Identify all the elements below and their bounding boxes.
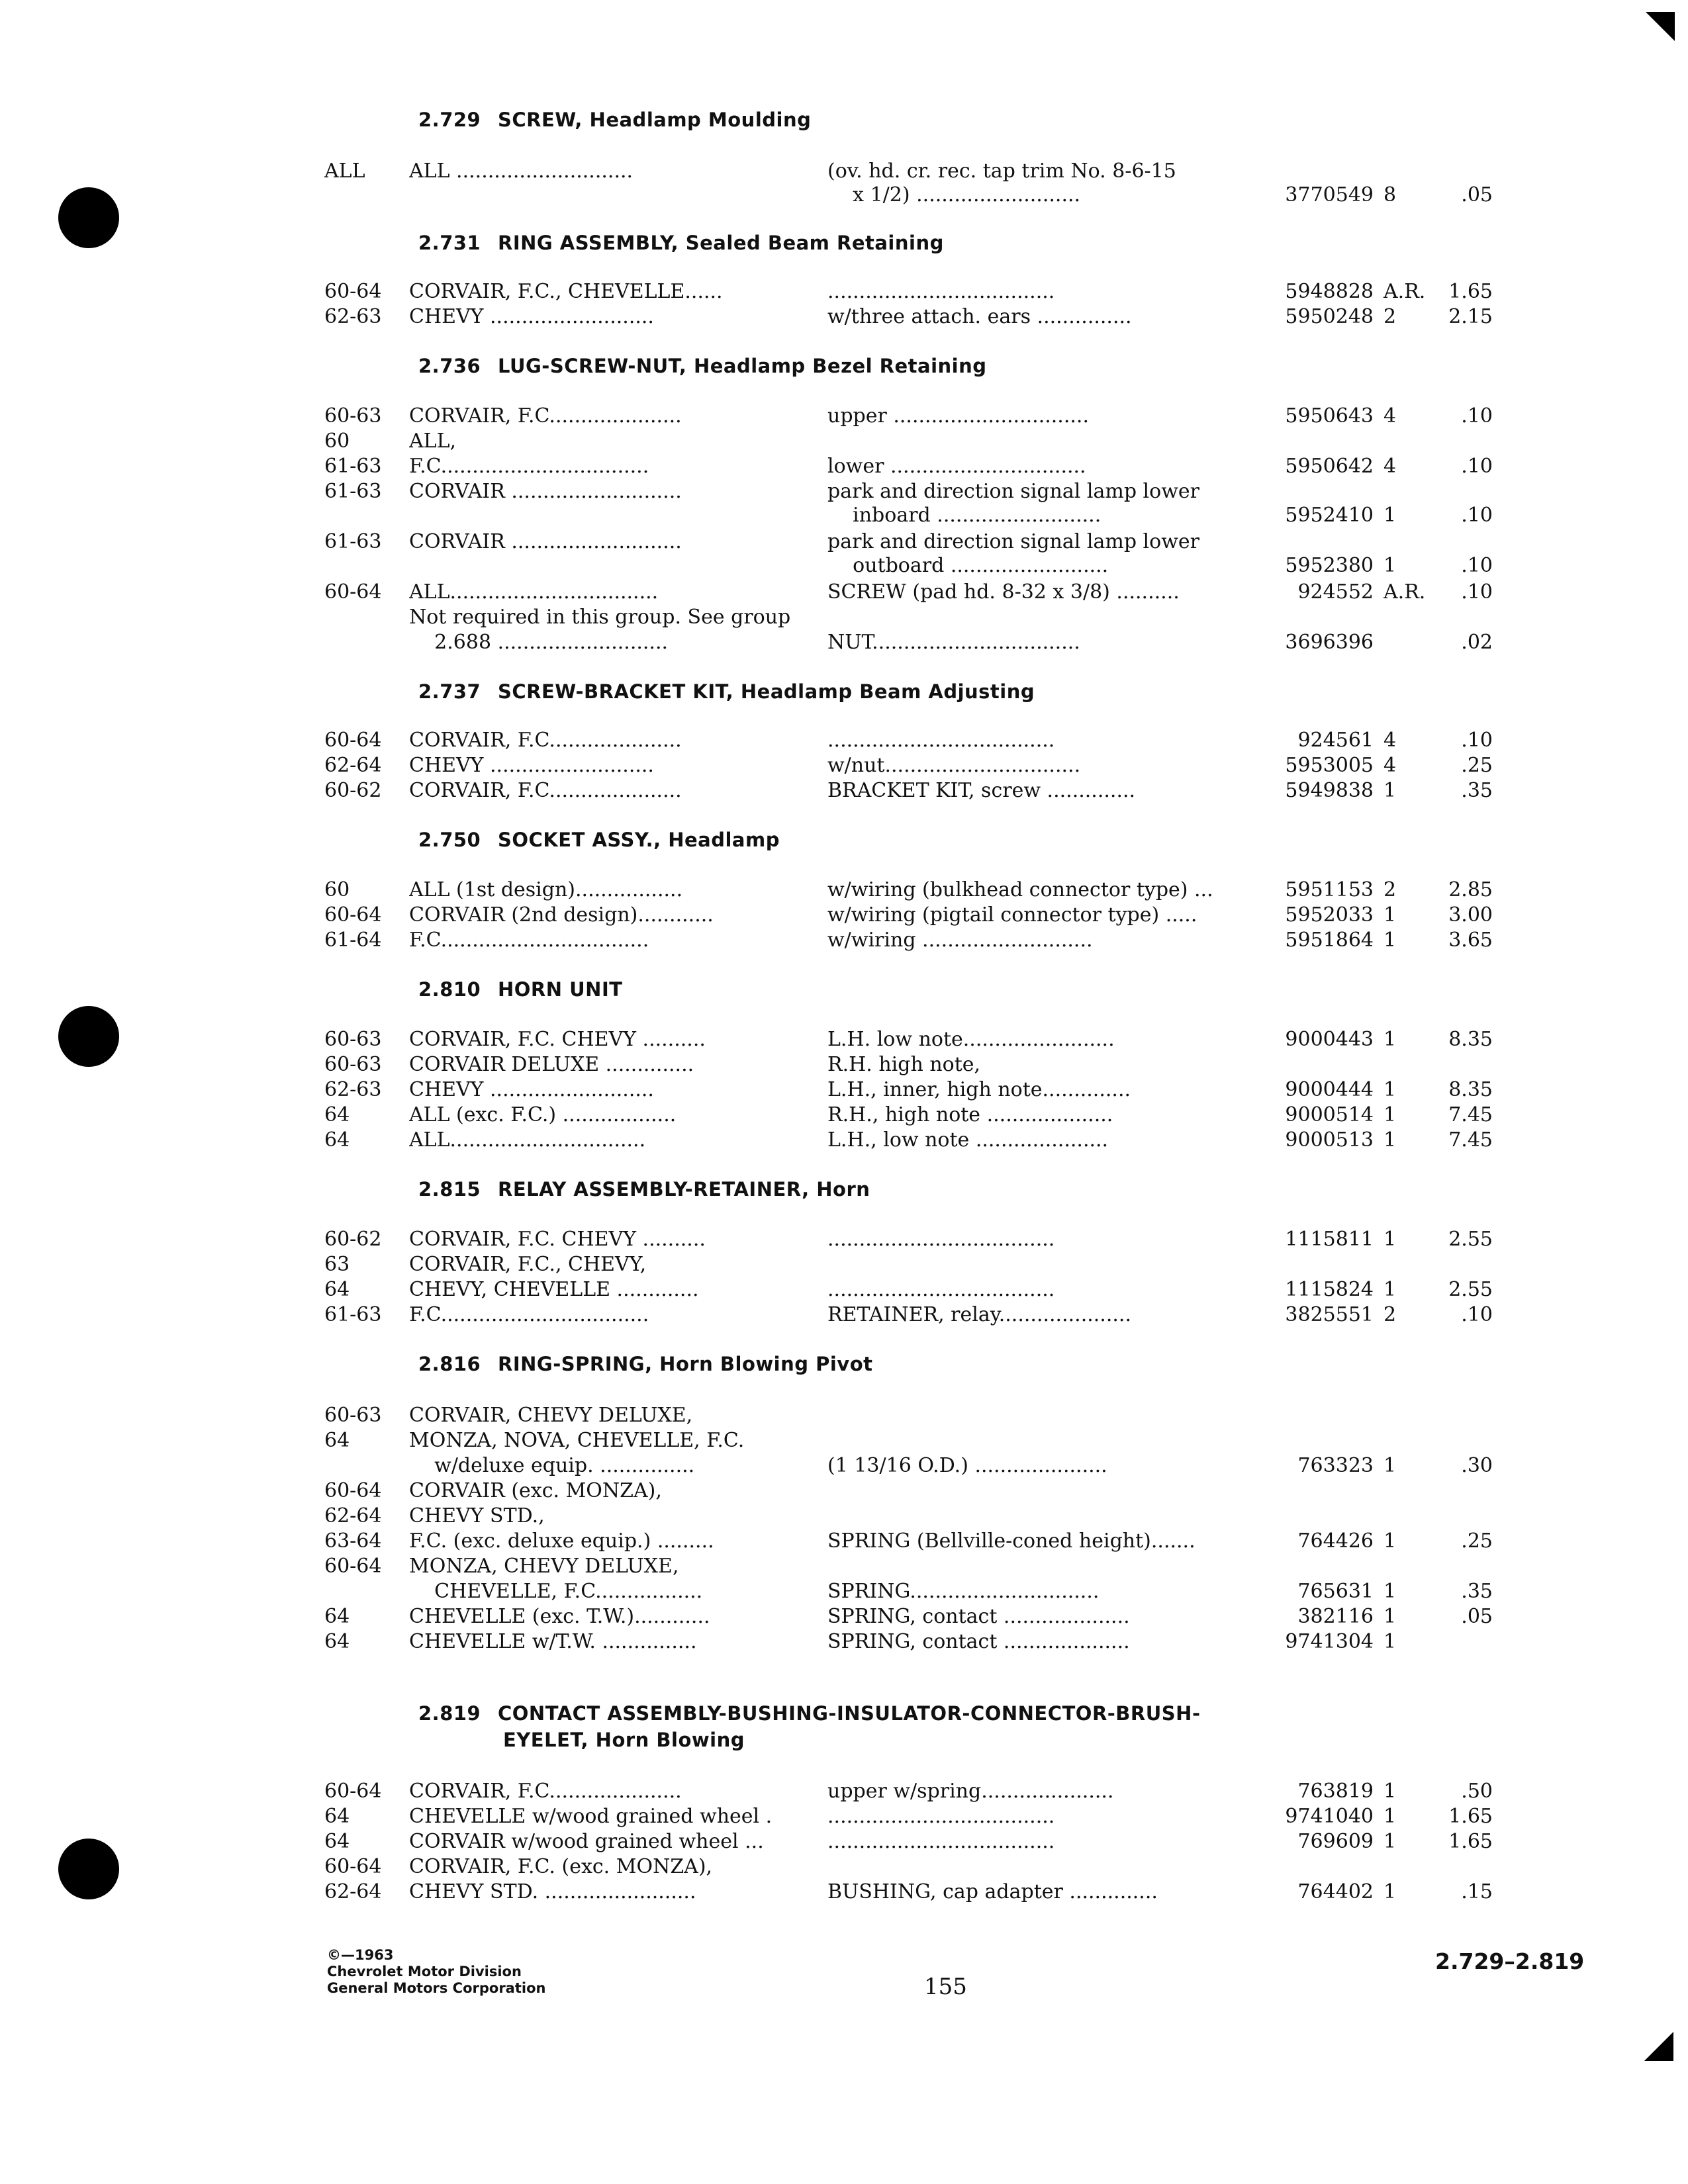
model-application: ALL (1st design)................. bbox=[409, 878, 683, 901]
quantity: 1 bbox=[1383, 504, 1397, 527]
model-application: CORVAIR ........................... bbox=[409, 530, 682, 553]
quantity: 1 bbox=[1383, 1880, 1397, 1903]
price: .05 bbox=[1461, 183, 1493, 206]
parts-row bbox=[0, 1479, 1688, 1504]
year-range: 60-63 bbox=[324, 1053, 382, 1076]
model-application: 2.688 ........................... bbox=[409, 631, 669, 654]
model-application: ALL............................... bbox=[409, 1128, 646, 1152]
part-number: 764426 bbox=[1297, 1529, 1374, 1553]
model-application: CORVAIR, F.C., CHEVY, bbox=[409, 1253, 647, 1276]
part-number: 5950642 bbox=[1285, 455, 1374, 478]
part-number: 3696396 bbox=[1285, 631, 1374, 654]
parts-row bbox=[0, 1604, 1688, 1629]
year-range: 63-64 bbox=[324, 1529, 382, 1553]
year-range: 61-63 bbox=[324, 455, 382, 478]
price: .10 bbox=[1461, 455, 1493, 478]
model-application: ALL, bbox=[409, 430, 457, 453]
year-range: 64 bbox=[324, 1605, 350, 1628]
part-description: .................................... bbox=[827, 1830, 1055, 1853]
part-description: SPRING (Bellville-coned height)....... bbox=[827, 1529, 1196, 1553]
model-application: CHEVELLE w/T.W. ............... bbox=[409, 1630, 697, 1653]
parts-row bbox=[0, 1880, 1688, 1905]
year-range: 60 bbox=[324, 430, 350, 453]
part-number: 3770549 bbox=[1285, 183, 1374, 206]
part-description: NUT................................. bbox=[827, 631, 1080, 654]
price: 2.55 bbox=[1448, 1228, 1493, 1251]
part-number: 5951153 bbox=[1285, 878, 1374, 901]
parts-row bbox=[0, 903, 1688, 928]
model-application: F.C................................. bbox=[409, 929, 649, 952]
copyright: ©—1963 bbox=[327, 1947, 394, 1963]
section-heading bbox=[418, 1702, 1201, 1751]
price: .25 bbox=[1461, 1529, 1493, 1553]
quantity: 1 bbox=[1383, 1078, 1397, 1101]
year-range: 64 bbox=[324, 1830, 350, 1853]
quantity: 2 bbox=[1383, 878, 1397, 901]
parts-row bbox=[0, 1077, 1688, 1103]
year-range: 62-64 bbox=[324, 1504, 382, 1527]
part-description: L.H., low note ..................... bbox=[827, 1128, 1109, 1152]
price: 2.85 bbox=[1448, 878, 1493, 901]
section-heading bbox=[418, 1178, 870, 1201]
part-number: 5953005 bbox=[1285, 754, 1374, 777]
part-description: w/three attach. ears ............... bbox=[827, 305, 1132, 328]
parts-row bbox=[0, 778, 1688, 803]
parts-row bbox=[0, 1302, 1688, 1328]
section-title: HORN UNIT bbox=[498, 978, 623, 1001]
year-range: 60-63 bbox=[324, 1028, 382, 1051]
price: 1.65 bbox=[1448, 1805, 1493, 1828]
quantity: 1 bbox=[1383, 1278, 1397, 1301]
part-number: 5952380 bbox=[1285, 554, 1374, 577]
quantity: 2 bbox=[1383, 305, 1397, 328]
parts-row bbox=[0, 1027, 1688, 1052]
model-application: CORVAIR, F.C..................... bbox=[409, 1780, 682, 1803]
model-application: CHEVELLE, F.C................. bbox=[409, 1580, 703, 1603]
parts-row bbox=[0, 404, 1688, 429]
price: 1.65 bbox=[1448, 1830, 1493, 1853]
group-range: 2.729–2.819 bbox=[1435, 1948, 1585, 1974]
price: .10 bbox=[1461, 729, 1493, 752]
corporation-name: General Motors Corporation bbox=[327, 1980, 546, 1996]
year-range: 61-63 bbox=[324, 530, 382, 553]
price: .10 bbox=[1461, 1303, 1493, 1326]
part-description: (ov. hd. cr. rec. tap trim No. 8-6-15 bbox=[827, 159, 1176, 183]
quantity: 1 bbox=[1383, 1580, 1397, 1603]
section-heading bbox=[418, 978, 623, 1001]
part-number: 5951864 bbox=[1285, 929, 1374, 952]
parts-row bbox=[0, 1829, 1688, 1854]
quantity: 1 bbox=[1383, 554, 1397, 577]
model-application: ALL (exc. F.C.) .................. bbox=[409, 1103, 677, 1126]
year-range: 60-64 bbox=[324, 1780, 382, 1803]
part-description: upper ............................... bbox=[827, 404, 1089, 428]
part-description: R.H. high note, bbox=[827, 1053, 981, 1076]
model-application: CHEVY, CHEVELLE ............. bbox=[409, 1278, 699, 1301]
part-number: 5948828 bbox=[1285, 280, 1374, 303]
year-range: 62-63 bbox=[324, 1078, 382, 1101]
parts-row bbox=[0, 304, 1688, 330]
section-title: CONTACT ASSEMBLY-BUSHING-INSULATOR-CONNECTOR-BRUSH- bbox=[498, 1702, 1201, 1725]
price: .10 bbox=[1461, 504, 1493, 527]
parts-row bbox=[0, 553, 1688, 578]
price: .35 bbox=[1461, 1580, 1493, 1603]
part-description: L.H., inner, high note.............. bbox=[827, 1078, 1131, 1101]
quantity: 1 bbox=[1383, 1228, 1397, 1251]
year-range: 60-64 bbox=[324, 280, 382, 303]
section-title: RELAY ASSEMBLY-RETAINER, Horn bbox=[498, 1178, 870, 1201]
model-application: MONZA, NOVA, CHEVELLE, F.C. bbox=[409, 1429, 745, 1452]
parts-row bbox=[0, 1277, 1688, 1302]
model-application: CORVAIR, F.C..................... bbox=[409, 779, 682, 802]
part-description: w/wiring ........................... bbox=[827, 929, 1093, 952]
model-application: Not required in this group. See group bbox=[409, 606, 791, 629]
section-number: 2.750 bbox=[418, 829, 481, 851]
year-range: 60-64 bbox=[324, 1555, 382, 1578]
price: .15 bbox=[1461, 1880, 1493, 1903]
year-range: 61-63 bbox=[324, 1303, 382, 1326]
part-description: RETAINER, relay..................... bbox=[827, 1303, 1131, 1326]
part-description: (1 13/16 O.D.) ..................... bbox=[827, 1454, 1107, 1477]
model-application: CORVAIR (2nd design)............ bbox=[409, 903, 714, 927]
price: .02 bbox=[1461, 631, 1493, 654]
part-description: BRACKET KIT, screw .............. bbox=[827, 779, 1136, 802]
part-number: 9000513 bbox=[1285, 1128, 1374, 1152]
parts-row bbox=[0, 1504, 1688, 1529]
parts-row bbox=[0, 529, 1688, 555]
parts-row bbox=[0, 1453, 1688, 1479]
section-number: 2.729 bbox=[418, 109, 481, 131]
price: .10 bbox=[1461, 554, 1493, 577]
part-description: .................................... bbox=[827, 1278, 1055, 1301]
model-application: ALL ............................ bbox=[409, 159, 633, 183]
part-number: 769609 bbox=[1297, 1830, 1374, 1853]
section-number: 2.736 bbox=[418, 355, 481, 377]
price: 2.55 bbox=[1448, 1278, 1493, 1301]
parts-row bbox=[0, 1629, 1688, 1655]
parts-row bbox=[0, 503, 1688, 528]
parts-row bbox=[0, 928, 1688, 953]
price: 3.00 bbox=[1448, 903, 1493, 927]
part-number: 924552 bbox=[1297, 580, 1374, 604]
year-range: 63 bbox=[324, 1253, 350, 1276]
part-number: 9000443 bbox=[1285, 1028, 1374, 1051]
part-description: park and direction signal lamp lower bbox=[827, 530, 1199, 553]
price: .30 bbox=[1461, 1454, 1493, 1477]
price: 1.65 bbox=[1448, 280, 1493, 303]
quantity: 4 bbox=[1383, 455, 1397, 478]
parts-row bbox=[0, 1579, 1688, 1604]
parts-row bbox=[0, 1103, 1688, 1128]
section-title: RING ASSEMBLY, Sealed Beam Retaining bbox=[498, 232, 944, 254]
part-description: inboard .......................... bbox=[827, 504, 1102, 527]
part-description: BUSHING, cap adapter .............. bbox=[827, 1880, 1158, 1903]
model-application: CHEVY STD. ........................ bbox=[409, 1880, 696, 1903]
price: .10 bbox=[1461, 404, 1493, 428]
model-application: CORVAIR (exc. MONZA), bbox=[409, 1479, 662, 1502]
quantity: 1 bbox=[1383, 1805, 1397, 1828]
model-application: CHEVY .......................... bbox=[409, 754, 654, 777]
quantity: A.R. bbox=[1383, 580, 1426, 604]
part-number: 763819 bbox=[1297, 1780, 1374, 1803]
part-description: lower ............................... bbox=[827, 455, 1086, 478]
model-application: CORVAIR, F.C..................... bbox=[409, 729, 682, 752]
parts-row bbox=[0, 1529, 1688, 1554]
year-range: ALL bbox=[324, 159, 365, 183]
quantity: 1 bbox=[1383, 1103, 1397, 1126]
part-number: 5952033 bbox=[1285, 903, 1374, 927]
corner-marker-top bbox=[1646, 12, 1675, 41]
model-application: MONZA, CHEVY DELUXE, bbox=[409, 1555, 679, 1578]
quantity: 1 bbox=[1383, 1605, 1397, 1628]
quantity: 1 bbox=[1383, 1028, 1397, 1051]
parts-row bbox=[0, 605, 1688, 630]
parts-row bbox=[0, 1252, 1688, 1277]
model-application: F.C. (exc. deluxe equip.) ......... bbox=[409, 1529, 714, 1553]
year-range: 64 bbox=[324, 1630, 350, 1653]
model-application: w/deluxe equip. ............... bbox=[409, 1454, 695, 1477]
year-range: 64 bbox=[324, 1103, 350, 1126]
model-application: ALL................................. bbox=[409, 580, 659, 604]
part-number: 5952410 bbox=[1285, 504, 1374, 527]
price: .50 bbox=[1461, 1780, 1493, 1803]
part-description: SPRING, contact .................... bbox=[827, 1605, 1130, 1628]
part-description: .................................... bbox=[827, 729, 1055, 752]
parts-row bbox=[0, 159, 1688, 184]
part-description: w/wiring (pigtail connector type) ..... bbox=[827, 903, 1197, 927]
parts-row bbox=[0, 429, 1688, 454]
quantity: 1 bbox=[1383, 1128, 1397, 1152]
section-title-continued: EYELET, Horn Blowing bbox=[503, 1729, 745, 1751]
year-range: 60-63 bbox=[324, 404, 382, 428]
part-description: R.H., high note .................... bbox=[827, 1103, 1113, 1126]
quantity: 1 bbox=[1383, 929, 1397, 952]
part-description: SPRING, contact .................... bbox=[827, 1630, 1130, 1653]
parts-row bbox=[0, 1554, 1688, 1579]
price: 7.45 bbox=[1448, 1103, 1493, 1126]
quantity: 1 bbox=[1383, 1630, 1397, 1653]
parts-row bbox=[0, 753, 1688, 778]
parts-row bbox=[0, 1128, 1688, 1153]
part-description: SPRING.............................. bbox=[827, 1580, 1100, 1603]
model-application: CORVAIR w/wood grained wheel ... bbox=[409, 1830, 764, 1853]
model-application: CORVAIR, F.C. CHEVY .......... bbox=[409, 1028, 706, 1051]
part-description: .................................... bbox=[827, 1228, 1055, 1251]
section-heading bbox=[418, 1353, 873, 1375]
parts-row bbox=[0, 630, 1688, 655]
year-range: 60-64 bbox=[324, 903, 382, 927]
section-number: 2.737 bbox=[418, 680, 481, 703]
parts-row bbox=[0, 1428, 1688, 1453]
quantity: 4 bbox=[1383, 754, 1397, 777]
part-description: .................................... bbox=[827, 1805, 1055, 1828]
year-range: 60-62 bbox=[324, 1228, 382, 1251]
model-application: CHEVELLE (exc. T.W.)............ bbox=[409, 1605, 710, 1628]
model-application: CORVAIR, F.C..................... bbox=[409, 404, 682, 428]
parts-row bbox=[0, 479, 1688, 504]
year-range: 64 bbox=[324, 1128, 350, 1152]
part-number: 382116 bbox=[1297, 1605, 1374, 1628]
quantity: 1 bbox=[1383, 779, 1397, 802]
quantity: 1 bbox=[1383, 1529, 1397, 1553]
model-application: CHEVY .......................... bbox=[409, 1078, 654, 1101]
part-number: 924561 bbox=[1297, 729, 1374, 752]
model-application: F.C................................. bbox=[409, 1303, 649, 1326]
year-range: 62-64 bbox=[324, 754, 382, 777]
year-range: 60-64 bbox=[324, 1855, 382, 1878]
year-range: 64 bbox=[324, 1429, 350, 1452]
part-number: 9000514 bbox=[1285, 1103, 1374, 1126]
section-title: RING-SPRING, Horn Blowing Pivot bbox=[498, 1353, 873, 1375]
publisher-block bbox=[327, 1947, 545, 1997]
part-description: park and direction signal lamp lower bbox=[827, 480, 1199, 503]
section-title: SCREW, Headlamp Moulding bbox=[498, 109, 812, 131]
part-description: w/wiring (bulkhead connector type) ... bbox=[827, 878, 1213, 901]
price: 7.45 bbox=[1448, 1128, 1493, 1152]
section-number: 2.816 bbox=[418, 1353, 481, 1375]
part-number: 5949838 bbox=[1285, 779, 1374, 802]
quantity: 2 bbox=[1383, 1303, 1397, 1326]
model-application: CHEVY .......................... bbox=[409, 305, 654, 328]
part-description: upper w/spring..................... bbox=[827, 1780, 1114, 1803]
year-range: 64 bbox=[324, 1278, 350, 1301]
model-application: CHEVY STD., bbox=[409, 1504, 545, 1527]
part-description: .................................... bbox=[827, 280, 1055, 303]
price: 2.15 bbox=[1448, 305, 1493, 328]
price: .35 bbox=[1461, 779, 1493, 802]
part-number: 765631 bbox=[1297, 1580, 1374, 1603]
part-number: 764402 bbox=[1297, 1880, 1374, 1903]
model-application: CORVAIR DELUXE .............. bbox=[409, 1053, 694, 1076]
quantity: 1 bbox=[1383, 1830, 1397, 1853]
parts-row bbox=[0, 279, 1688, 304]
division-name: Chevrolet Motor Division bbox=[327, 1964, 522, 1979]
model-application: CHEVELLE w/wood grained wheel . bbox=[409, 1805, 773, 1828]
section-heading bbox=[418, 355, 987, 377]
page-number: 155 bbox=[924, 1974, 967, 2000]
part-number: 3825551 bbox=[1285, 1303, 1374, 1326]
parts-row bbox=[0, 1403, 1688, 1428]
year-range: 61-63 bbox=[324, 480, 382, 503]
price: .10 bbox=[1461, 580, 1493, 604]
parts-row bbox=[0, 878, 1688, 903]
part-description: x 1/2) .......................... bbox=[827, 183, 1081, 206]
price: .25 bbox=[1461, 754, 1493, 777]
parts-row bbox=[0, 1779, 1688, 1804]
year-range: 60-64 bbox=[324, 1479, 382, 1502]
quantity: A.R. bbox=[1383, 280, 1426, 303]
section-heading bbox=[418, 232, 944, 254]
section-title: LUG-SCREW-NUT, Headlamp Bezel Retaining bbox=[498, 355, 987, 377]
section-heading bbox=[418, 829, 780, 851]
price: 8.35 bbox=[1448, 1078, 1493, 1101]
price: 8.35 bbox=[1448, 1028, 1493, 1051]
price: 3.65 bbox=[1448, 929, 1493, 952]
parts-row bbox=[0, 580, 1688, 605]
section-number: 2.819 bbox=[418, 1702, 481, 1725]
section-heading bbox=[418, 680, 1035, 703]
year-range: 60-64 bbox=[324, 729, 382, 752]
model-application: CORVAIR, F.C. CHEVY .......... bbox=[409, 1228, 706, 1251]
part-number: 1115811 bbox=[1285, 1228, 1374, 1251]
parts-row bbox=[0, 728, 1688, 753]
year-range: 62-63 bbox=[324, 305, 382, 328]
price: .05 bbox=[1461, 1605, 1493, 1628]
part-number: 5950248 bbox=[1285, 305, 1374, 328]
parts-row bbox=[0, 1804, 1688, 1829]
part-number: 9000444 bbox=[1285, 1078, 1374, 1101]
section-number: 2.731 bbox=[418, 232, 481, 254]
quantity: 4 bbox=[1383, 729, 1397, 752]
quantity: 8 bbox=[1383, 183, 1397, 206]
part-description: w/nut............................... bbox=[827, 754, 1081, 777]
parts-row bbox=[0, 1854, 1688, 1880]
part-number: 9741040 bbox=[1285, 1805, 1374, 1828]
section-title: SCREW-BRACKET KIT, Headlamp Beam Adjusting bbox=[498, 680, 1035, 703]
year-range: 60-63 bbox=[324, 1404, 382, 1427]
year-range: 60 bbox=[324, 878, 350, 901]
parts-row bbox=[0, 454, 1688, 479]
model-application: CORVAIR, F.C. (exc. MONZA), bbox=[409, 1855, 713, 1878]
quantity: 1 bbox=[1383, 903, 1397, 927]
part-number: 1115824 bbox=[1285, 1278, 1374, 1301]
model-application: CORVAIR, F.C., CHEVELLE...... bbox=[409, 280, 723, 303]
section-heading bbox=[418, 109, 811, 131]
model-application: F.C................................. bbox=[409, 455, 649, 478]
part-number: 763323 bbox=[1297, 1454, 1374, 1477]
quantity: 4 bbox=[1383, 404, 1397, 428]
part-number: 9741304 bbox=[1285, 1630, 1374, 1653]
parts-row bbox=[0, 1052, 1688, 1077]
parts-row bbox=[0, 1227, 1688, 1252]
quantity: 1 bbox=[1383, 1454, 1397, 1477]
section-number: 2.810 bbox=[418, 978, 481, 1001]
model-application: CORVAIR ........................... bbox=[409, 480, 682, 503]
model-application: CORVAIR, CHEVY DELUXE, bbox=[409, 1404, 693, 1427]
quantity: 1 bbox=[1383, 1780, 1397, 1803]
part-description: SCREW (pad hd. 8-32 x 3/8) .......... bbox=[827, 580, 1180, 604]
year-range: 60-64 bbox=[324, 580, 382, 604]
corner-marker-bottom bbox=[1644, 2032, 1673, 2061]
part-description: outboard ......................... bbox=[827, 554, 1109, 577]
year-range: 60-62 bbox=[324, 779, 382, 802]
year-range: 61-64 bbox=[324, 929, 382, 952]
year-range: 64 bbox=[324, 1805, 350, 1828]
section-number: 2.815 bbox=[418, 1178, 481, 1201]
part-description: L.H. low note........................ bbox=[827, 1028, 1115, 1051]
section-title: SOCKET ASSY., Headlamp bbox=[498, 829, 780, 851]
part-number: 5950643 bbox=[1285, 404, 1374, 428]
year-range: 62-64 bbox=[324, 1880, 382, 1903]
parts-row bbox=[0, 183, 1688, 208]
